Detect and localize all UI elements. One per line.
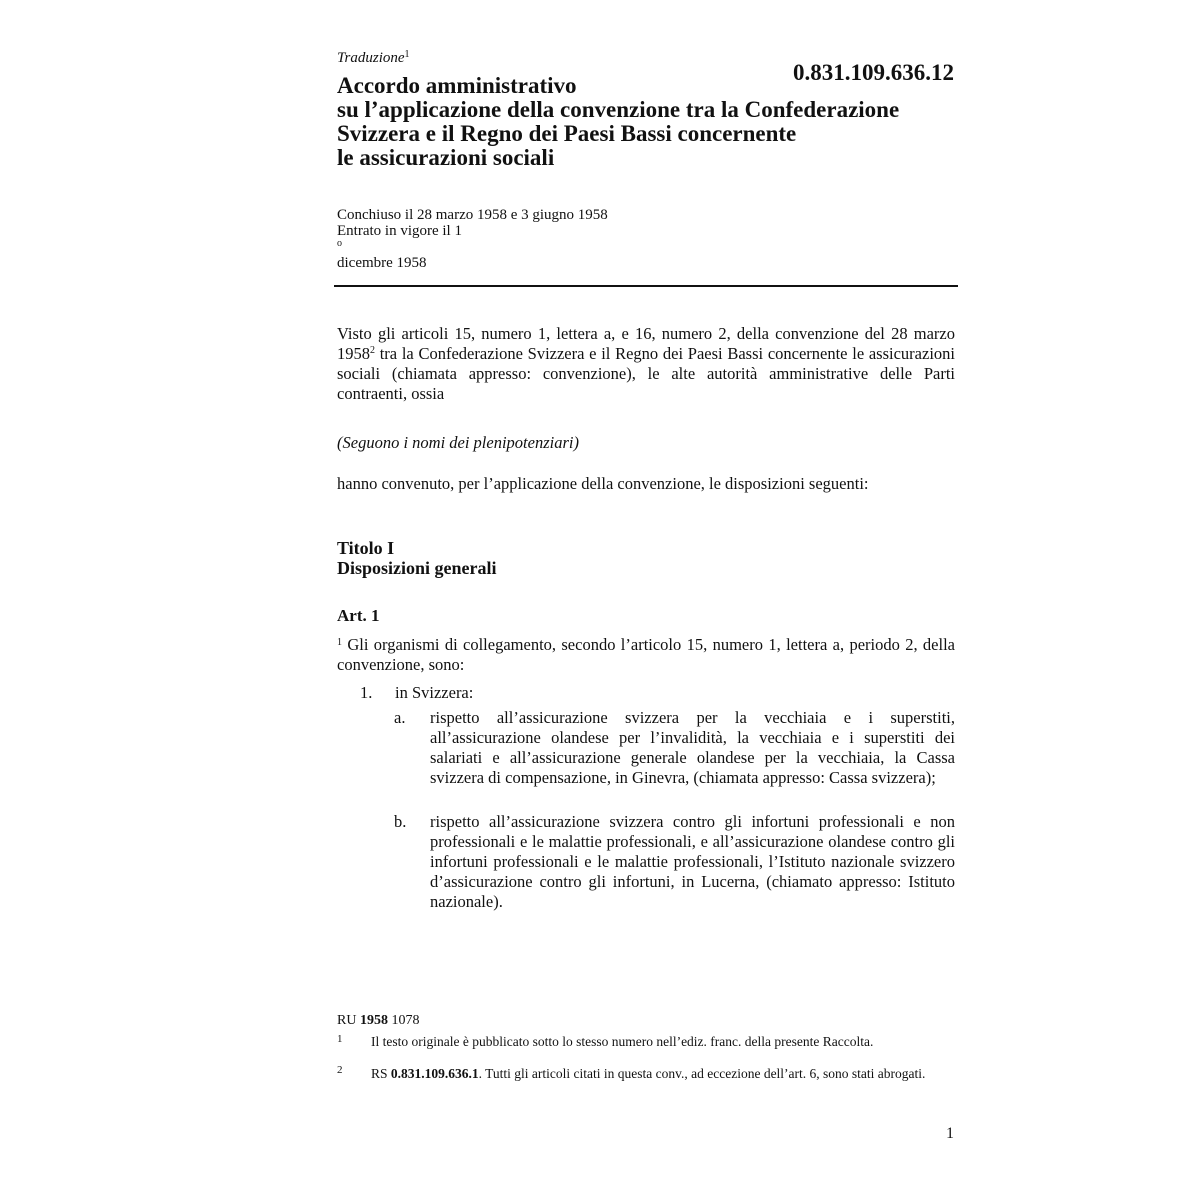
document-dates [337,207,608,271]
plenipotentiaries-note: (Seguono i nomi dei plenipotenziari) [337,433,579,452]
agreed-clause: hanno convenuto, per l’applicazione della convenzione, le disposizioni seguenti: [337,474,869,493]
preamble-part-2: tra la Confederazione Svizzera e il Regno dei Paesi Bassi concernente le assicurazioni sociali (chiamata appresso: convenzione), le alte autorità amministrative delle Parti contraenti, ossia [337,344,955,403]
document-title [337,74,957,170]
entry-prefix: Entrato in vigore il 1 [337,223,462,239]
entry-suffix: dicembre 1958 [337,255,427,271]
translation-label [337,50,410,67]
sub-item-a-text: rispetto all’assicurazione svizzera per la vecchiaia e i superstiti, all’assicurazione olandese per l’invalidità, la vecchiaia e i superstiti dei salariati e all’assicurazione generale olandese per la vecchiaia, la Cassa svizzera di compensazione, in Ginevra, (chiamata appresso: Cassa svizzera); [430,708,955,787]
title-line-2: su l’applicazione della convenzione tra la Confederazione [337,97,900,122]
sr-number: 0.831.109.636.12 [793,60,954,85]
ru-page: 1078 [387,1013,420,1028]
title-line-3: Svizzera e il Regno dei Paesi Bassi concernente [337,121,797,146]
section-subtitle: Disposizioni generali [337,558,497,578]
section-heading [337,538,497,578]
list-item-text: in Svizzera: [395,683,474,702]
translation-label-text: Traduzione [337,50,405,66]
footnote-2-prefix: RS [371,1066,391,1081]
official-compilation-ref [337,1013,419,1029]
footnote-ref-2[interactable]: 2 [370,345,375,356]
title-line-4: le assicurazioni sociali [337,145,555,170]
footnote-1-number: 1 [337,1033,343,1045]
page-number: 1 [946,1125,954,1142]
footnote-ref-1[interactable]: 1 [404,49,410,60]
preamble-part-1: Visto gli articoli 15, numero 1, lettera a, e 16, numero 2, della convenzione del 28 marzo 1958 [337,324,955,363]
article-paragraph [337,635,955,675]
footnote-2-number: 2 [337,1064,343,1076]
list-item-number: 1. [360,683,373,702]
preamble-paragraph [337,324,955,404]
entry-into-force [337,223,608,271]
header-divider [334,285,958,287]
sub-item-b-text: rispetto all’assicurazione svizzera contro gli infortuni professionali e non professionali e le malattie professionali, e all’assicurazione olandese contro gli infortuni professionali e le malattie professionali, l’Istituto nazionale svizzero d’assicurazione contro gli infortuni, in Lucerna, (chiamato appresso: Istituto nazionale). [430,812,955,911]
title-line-1: Accordo amministrativo [337,73,577,98]
article-heading: Art. 1 [337,606,380,625]
section-title: Titolo I [337,538,395,558]
sub-item-a-letter: a. [394,708,406,727]
footnote-2-text [371,1067,953,1081]
ru-prefix: RU [337,1013,360,1028]
footnote-2-body: . Tutti gli articoli citati in questa conv., ad eccezione dell’art. 6, sono stati abrogati. [478,1066,926,1081]
paragraph-number: 1 [337,637,342,648]
sub-item-b-letter: b. [394,812,407,831]
footnote-2-sr-link[interactable]: 0.831.109.636.1 [390,1066,479,1081]
ru-year: 1958 [359,1013,388,1028]
paragraph-text: Gli organismi di collegamento, secondo l’articolo 15, numero 1, lettera a, periodo 2, della convenzione, sono: [337,635,955,674]
concluded-date: Conchiuso il 28 marzo 1958 e 3 giugno 1958 [337,207,608,223]
footnote-1-text: Il testo originale è pubblicato sotto lo stesso numero nell’ediz. franc. della presente Raccolta. [371,1034,874,1049]
entry-ordinal: o [337,238,342,249]
